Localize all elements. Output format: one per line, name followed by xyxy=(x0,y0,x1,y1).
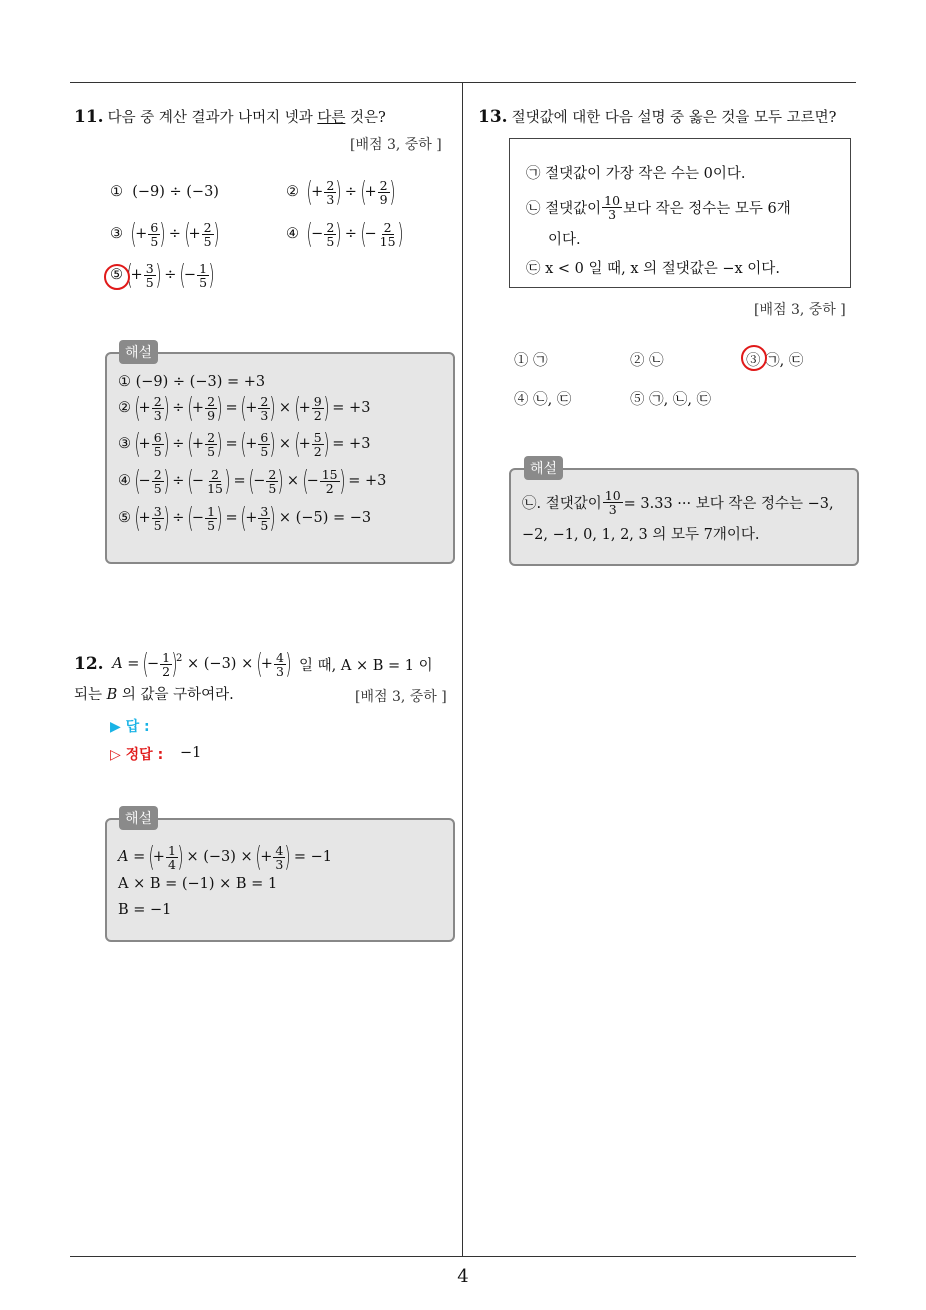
q11-solution-tag: 해설 xyxy=(119,340,158,364)
q13-question: 13. 절댓값에 대한 다음 설명 중 옳은 것을 모두 고르면? xyxy=(478,107,837,127)
q12-correct-label: ▷ 정답 : xyxy=(110,747,164,763)
q12-sol-line-2: A × B = (−1) × B = 1 xyxy=(118,876,278,892)
q11-option-3[interactable]: ③ ( + $\frac{6}{5}$ ) ÷ ( + $\frac{2}{5}$ ) xyxy=(110,217,220,250)
q13-number: 13. xyxy=(478,107,508,127)
q11-answer-mark xyxy=(104,264,130,290)
q11-sol-line-4: ④ ( − $\frac{2}{5}$ ) ÷ ( − $\frac{2}{15}$ ) = ( − $\frac{2}{5}$ ) × ( − $\frac{15}{2}$ ) = +3 xyxy=(118,464,387,497)
column-divider xyxy=(462,83,463,1257)
q13-statement-2-cont: 이다. xyxy=(548,232,581,248)
q13-sol-line-1: ㉡. 절댓값이 $\frac{10}{3}$ = 3.33 ··· 보다 작은 정수는 −3, xyxy=(522,488,834,517)
q11-option-5[interactable]: ⑤ ( + $\frac{3}{5}$ ) ÷ ( − $\frac{1}{5}$ ) xyxy=(110,258,215,291)
q13-option-4[interactable]: ④ ㉡, ㉢ xyxy=(514,392,572,408)
q12-correct-value: −1 xyxy=(180,745,202,761)
bottom-rule xyxy=(70,1256,856,1257)
q13-statement-1: ㉠ 절댓값이 가장 작은 수는 0이다. xyxy=(526,166,746,182)
q12-question-line-1: 12. A = ( − $\frac{1}{2}$ ) 2 × (−3) × ( + $\frac{4}{3}$ ) 일 때, A × B = 1 이 xyxy=(74,647,433,680)
q11-sol-line-5: ⑤ ( + $\frac{3}{5}$ ) ÷ ( − $\frac{1}{5}$ ) = ( + $\frac{3}{5}$ ) × (−5) = −3 xyxy=(118,501,372,534)
q11-sol-line-1: ① (−9) ÷ (−3) = +3 xyxy=(118,374,266,390)
q13-option-2[interactable]: ② ㉡ xyxy=(630,353,664,369)
q13-solution-box xyxy=(509,468,859,566)
q12-solution-tag: 해설 xyxy=(119,806,158,830)
q12-meta: [배점 3, 중하 ] xyxy=(355,689,447,705)
q11-sol-line-2: ② ( + $\frac{2}{3}$ ) ÷ ( + $\frac{2}{9}$ ) = ( + $\frac{2}{3}$ ) × ( + $\frac{9}{2}$ ) = +3 xyxy=(118,391,371,424)
q12-answer-label: ▶ 답 : xyxy=(110,719,150,735)
q11-sol-line-3: ③ ( + $\frac{6}{5}$ ) ÷ ( + $\frac{2}{5}$ ) = ( + $\frac{6}{5}$ ) × ( + $\frac{5}{2}$ ) = +3 xyxy=(118,427,371,460)
q13-solution-tag: 해설 xyxy=(524,456,563,480)
q12-number: 12. xyxy=(74,654,104,674)
q11-question: 11. 다음 중 계산 결과가 나머지 넷과 다른 것은? xyxy=(74,107,386,127)
q12-sol-line-3: B = −1 xyxy=(118,902,172,918)
q13-sol-line-2: −2, −1, 0, 1, 2, 3 의 모두 7개이다. xyxy=(522,527,760,543)
q12-question-line-2: 되는 B 의 값을 구하여라. xyxy=(74,687,234,703)
q11-option-2[interactable]: ② ( + $\frac{2}{3}$ ) ÷ ( + $\frac{2}{9}$ ) xyxy=(286,175,396,208)
q11-number: 11. xyxy=(74,107,104,127)
q13-option-1[interactable]: ① ㉠ xyxy=(514,353,548,369)
q11-meta: [배점 3, 중하 ] xyxy=(350,137,442,153)
q11-option-4[interactable]: ④ ( − $\frac{2}{5}$ ) ÷ ( − $\frac{2}{15}$ ) xyxy=(286,217,404,250)
q13-statement-3: ㉢ x < 0 일 때, x 의 절댓값은 −x 이다. xyxy=(526,261,780,277)
q13-option-3[interactable]: ③ ㉠, ㉢ xyxy=(746,353,804,369)
q13-answer-mark xyxy=(741,345,767,371)
q11-option-1[interactable]: ① (−9) ÷ (−3) xyxy=(110,184,219,200)
q13-option-5[interactable]: ⑤ ㉠, ㉡, ㉢ xyxy=(630,392,712,408)
page-number: 4 xyxy=(457,1266,469,1287)
top-rule xyxy=(70,82,856,83)
q13-statement-2: ㉡ 절댓값이 $\frac{10}{3}$ 보다 작은 정수는 모두 6개 xyxy=(526,193,791,222)
q13-meta: [배점 3, 중하 ] xyxy=(754,302,846,318)
q12-sol-line-1: A = ( + $\frac{1}{4}$ ) × (−3) × ( + $\frac{4}{3}$ ) = −1 xyxy=(118,840,333,873)
